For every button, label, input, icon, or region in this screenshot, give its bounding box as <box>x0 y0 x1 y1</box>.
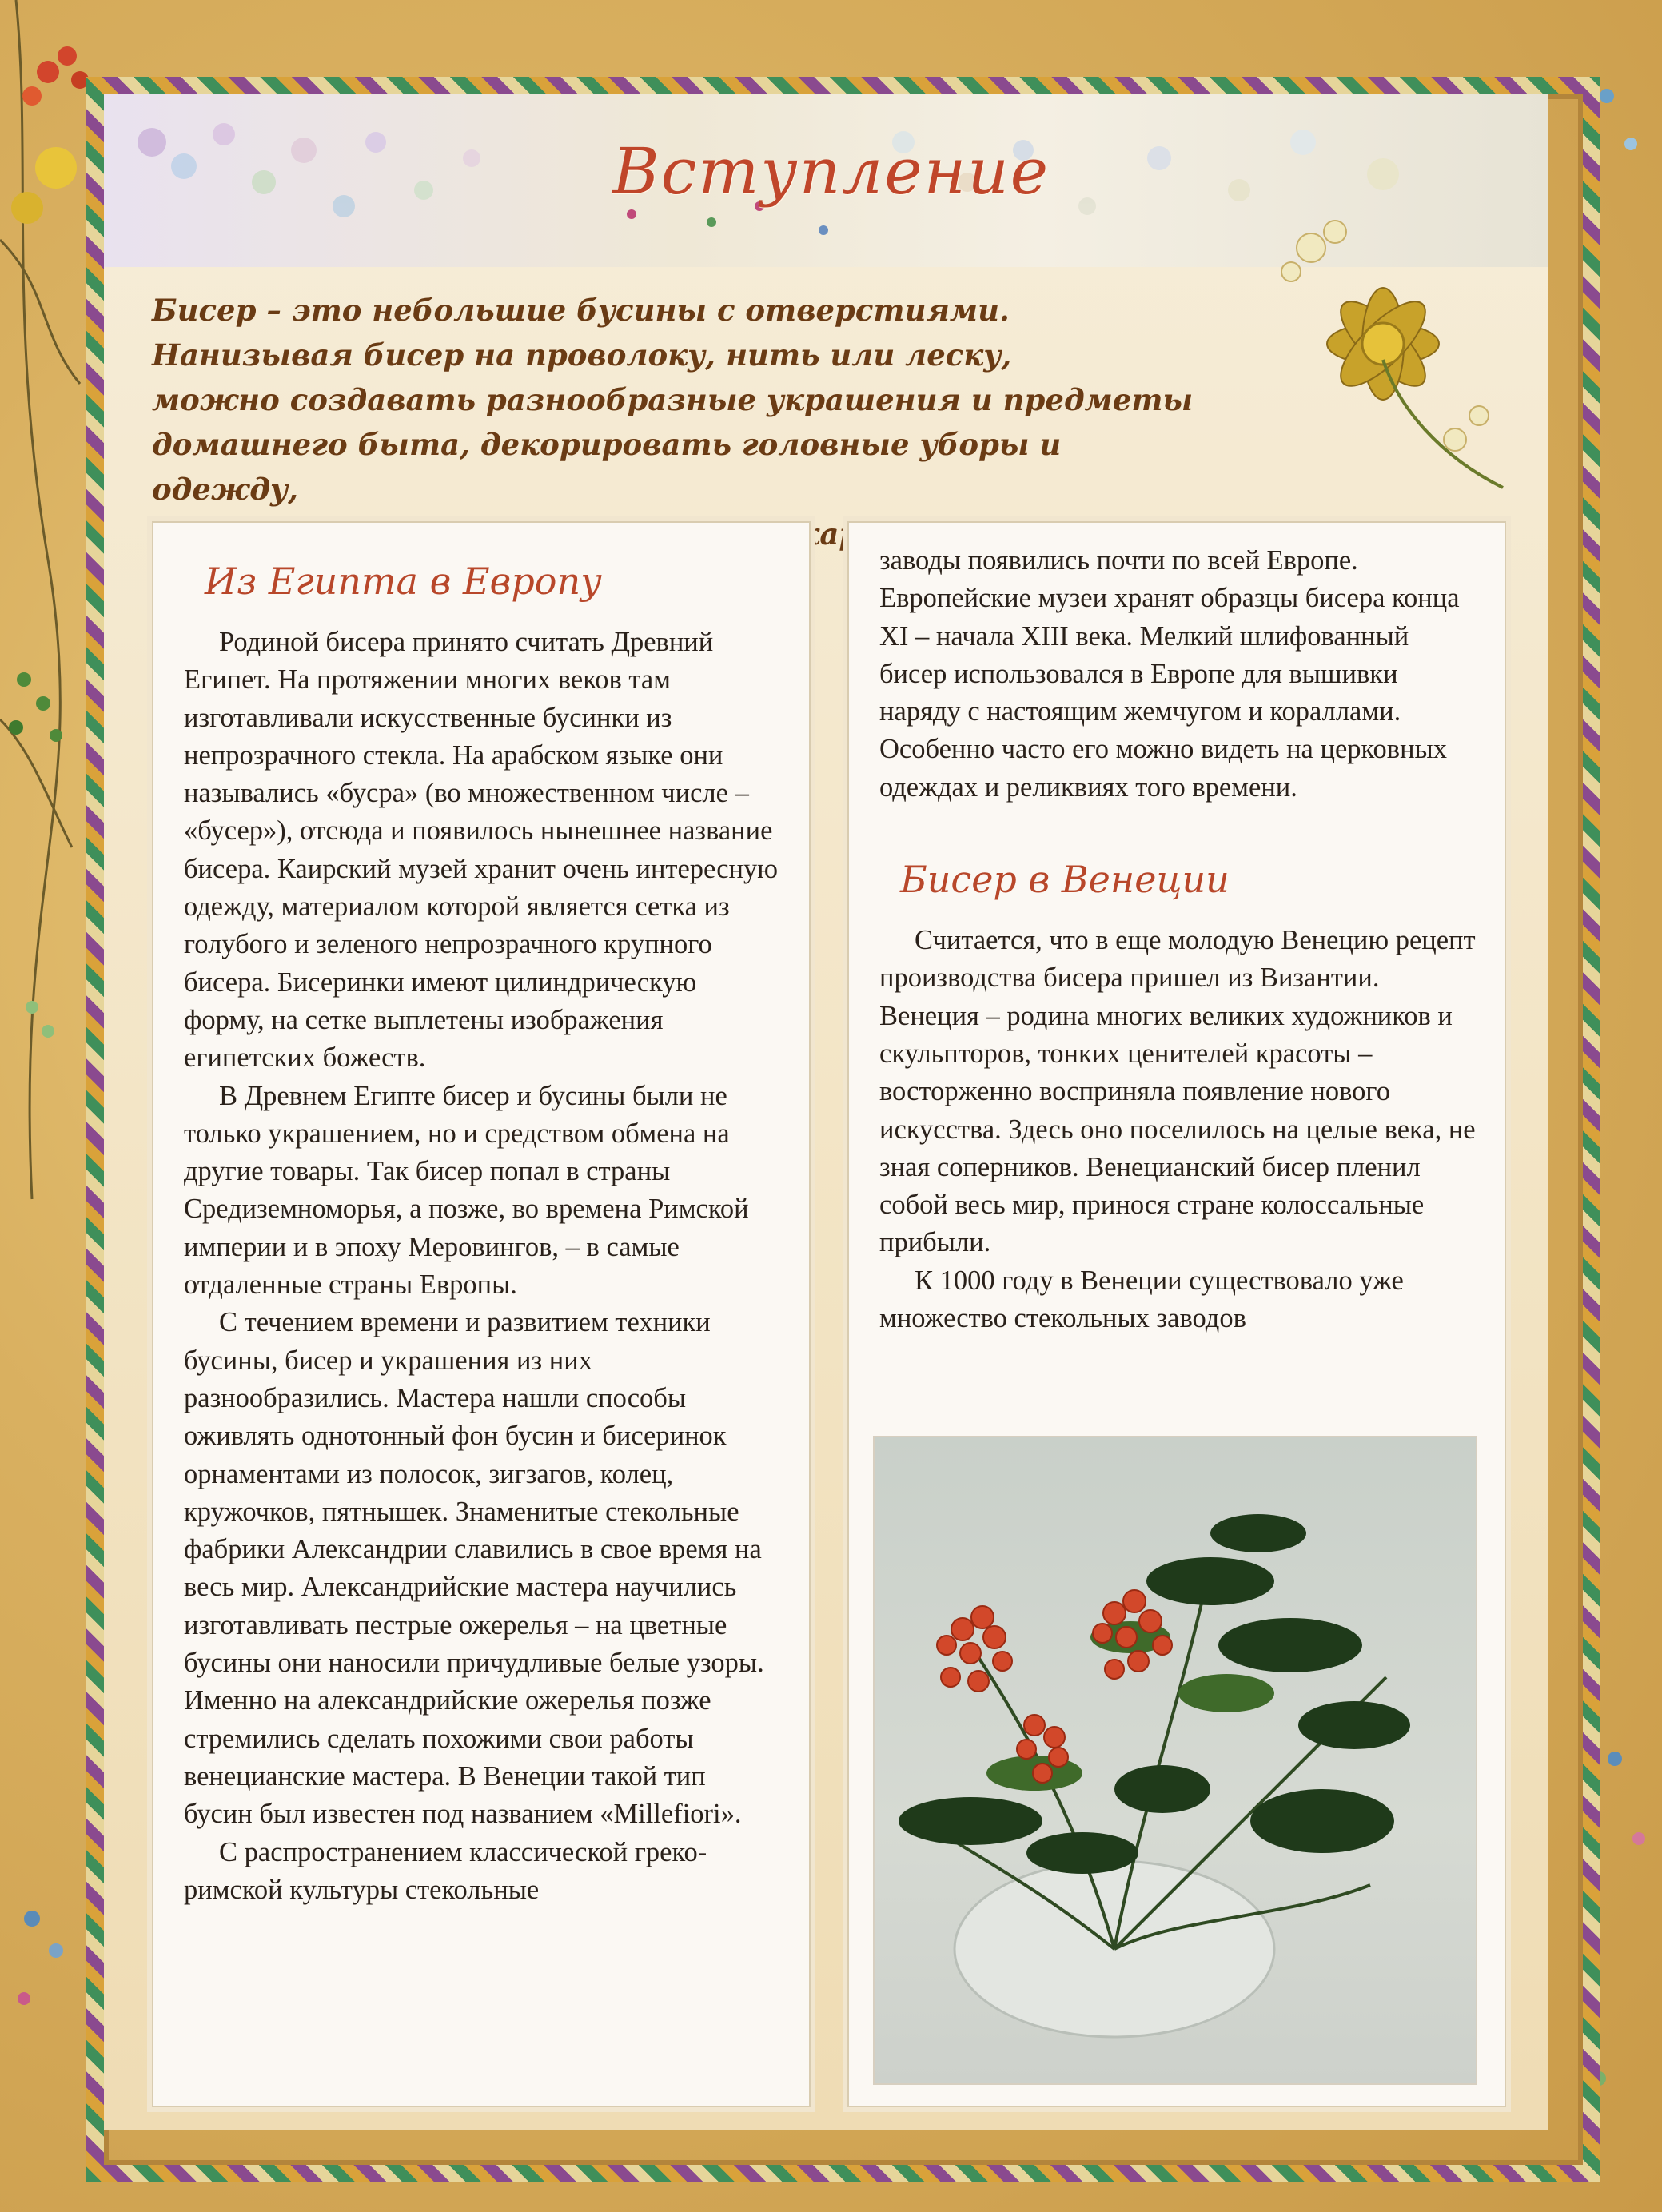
intro-paragraph <box>152 288 1207 556</box>
left-bead-clusters <box>9 46 89 2005</box>
paragraph: В Древнем Египте бисер и бусины были не только украшением, но и средством обмена на другие товары. Так бисер попал в страны Средиземноморья, а позже, во времена Римской империи и в эпоху Меровингов, – в самые отдаленные страны Европы. <box>184 1080 749 1301</box>
paragraph: К 1000 году в Венеции существовало уже множество стекольных заводов <box>879 1265 1404 1334</box>
left-text-column <box>152 521 811 2107</box>
section-heading-venice: Бисер в Венеции <box>900 858 1230 902</box>
intro-line: Бисер – это небольшие бусины с отверстиями. <box>152 293 1010 328</box>
left-column-body <box>153 624 809 1909</box>
intro-line: можно создавать разнообразные украшения и предметы <box>152 382 1194 417</box>
bouquet-illustration <box>875 1437 1476 2083</box>
paragraph: заводы появились почти по всей Европе. Европейские музеи хранят образцы бисера конца XI – начала XIII века. Мелкий шлифованный бисер использовался в Европе для вышивки наряду с настоящим жемчугом и кораллами. Особенно часто его можно видеть на церковных одеждах и реликвиях того времени. <box>879 545 1460 803</box>
section-heading-egypt: Из Египта в Европу <box>205 560 602 603</box>
paragraph: С распространением классической греко-римской культуры стекольные <box>184 1836 707 1905</box>
paragraph: С течением времени и развитием техники бусины, бисер и украшения из них разнообразились. Мастера нашли способы оживлять однотонный фон бусин и бисеринок орнаментами из полосок, зигзагов, колец, кружочков, пятнышек. Знаменитые стекольные фабрики Александрии славились в свое время на весь мир. Александрийские мастера научились изготавливать пестрые ожерелья – на цветные бусины они наносили причудливые белые узоры. Именно на александрийские ожерелья позже стремились сделать похожими свои работы венецианские мастера. В Венеции такой тип бусин был известен под названием «Millefiori». <box>184 1307 764 1830</box>
intro-line: Нанизывая бисер на проволоку, нить или леску, <box>152 337 1012 373</box>
right-column-continuation <box>849 523 1505 807</box>
golden-flower-decoration <box>1215 200 1551 504</box>
paragraph: Родиной бисера принято считать Древний Египет. На протяжении многих веков там изготавливали искусственные бусинки из непрозрачного стекла. На арабском языке они назывались «бусра» (во множественном числе – «бусер»), отсюда и появилось нынешнее название бисера. Каирский музей хранит очень интересную одежду, материалом которой является сетка из голубого и зеленого непрозрачного крупного бисера. Бисеринки имеют цилиндрическую форму, на сетке выплетены изображения египетских божеств. <box>184 627 779 1074</box>
right-column-body <box>849 922 1505 1337</box>
page-title: Вступление <box>612 134 1050 209</box>
paragraph: Считается, что в еще молодую Венецию рецепт производства бисера пришел из Византии. Венеция – родина многих великих художников и скульпторов, тонких ценителей красоты – восторженно восприняла появление нового искусства. Здесь оно поселилось на целые века, не зная соперников. Венецианский бисер пленил собой весь мир, принося стране колоссальные прибыли. <box>879 925 1476 1258</box>
beaded-rowan-bouquet-photo <box>873 1436 1477 2085</box>
intro-line: домашнего быта, декорировать головные уборы и одежду, <box>152 427 1062 507</box>
